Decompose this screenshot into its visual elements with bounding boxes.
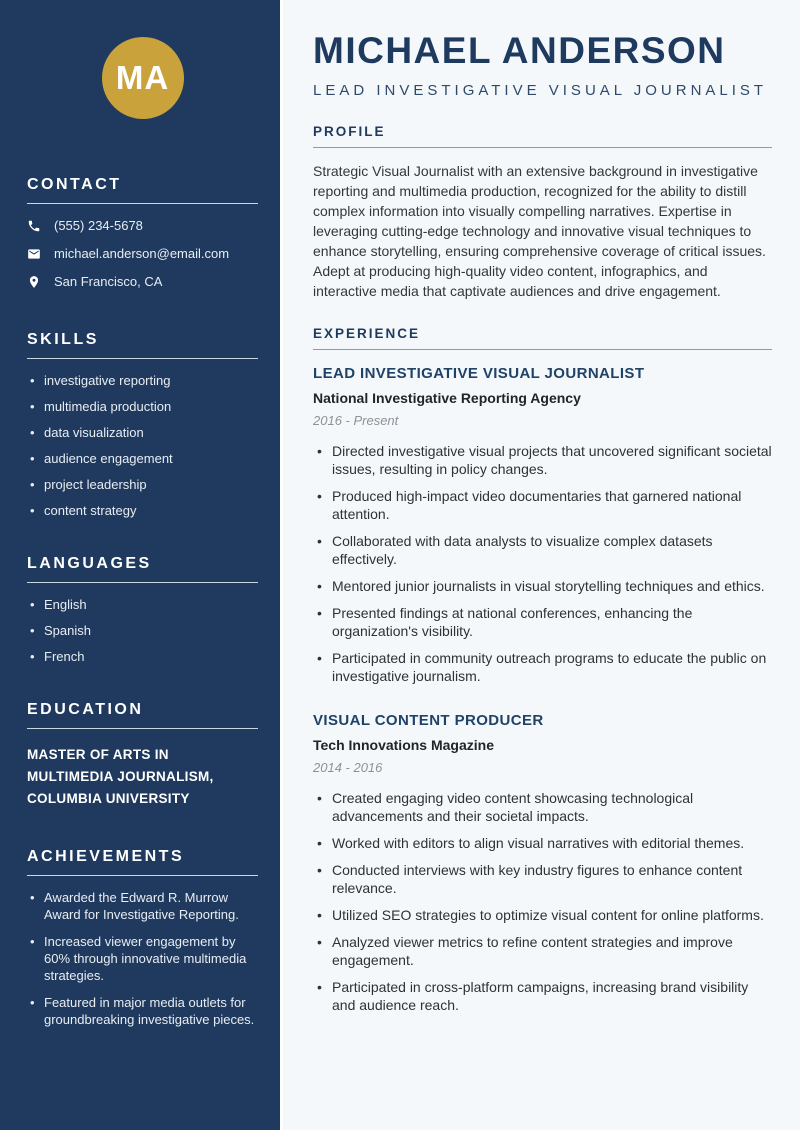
list-item: • Analyzed viewer metrics to refine content strategies and improve engagement. [313, 933, 772, 969]
contact-row-location [27, 274, 258, 289]
list-item: • Created engaging video content showcasing technological advancements and their societal impacts. [313, 789, 772, 825]
contact-email-text: michael.anderson@email.com [54, 246, 230, 261]
resume-main [280, 0, 800, 1130]
list-item: • Collaborated with data analysts to visualize complex datasets effectively. [313, 532, 772, 568]
list-item: • Produced high-impact video documentaries that garnered national attention. [313, 487, 772, 523]
list-item: • Presented findings at national conferences, enhancing the organization's visibility. [313, 604, 772, 640]
divider [27, 582, 258, 583]
contact-section [27, 176, 258, 289]
education-degree: MASTER OF ARTS IN MULTIMEDIA JOURNALISM, COLUMBIA UNIVERSITY [27, 747, 214, 806]
header-job-title: LEAD INVESTIGATIVE VISUAL JOURNALIST [313, 82, 768, 99]
languages-section [27, 555, 258, 665]
job-company: Tech Innovations Magazine [313, 737, 494, 753]
job-bullets [313, 789, 772, 1014]
avatar [102, 37, 184, 119]
job-entry [313, 712, 772, 1014]
list-item: • Directed investigative visual projects that uncovered significant societal issues, resulting in policy changes. [313, 442, 772, 478]
sidebar [0, 0, 280, 1130]
mail-icon [27, 247, 41, 261]
education-heading: EDUCATION [27, 701, 144, 718]
divider [313, 147, 772, 148]
list-item: • Featured in major media outlets for groundbreaking investigative pieces. [27, 994, 258, 1028]
profile-heading: PROFILE [313, 124, 386, 139]
achievements-section [27, 848, 258, 1028]
job-entry [313, 365, 772, 685]
profile-text: Strategic Visual Journalist with an extensive background in investigative reporting and multimedia production, recognized for the ability to distill complex information into visually compelling narratives. Expertise in leveraging cutting-edge technology and innovative visual techniques to enhance storytelling, ensuring comprehensive coverage of critical issues. Adept at producing high-quality video content, infographics, and interactive media that captivate audiences and drive engagement. [313, 163, 766, 299]
divider [27, 203, 258, 204]
achievements-heading: ACHIEVEMENTS [27, 848, 185, 865]
job-title: LEAD INVESTIGATIVE VISUAL JOURNALIST [313, 365, 645, 382]
list-item: • Participated in cross-platform campaigns, increasing brand visibility and audience reach. [313, 978, 772, 1014]
education-section [27, 701, 258, 810]
contact-location-text: San Francisco, CA [54, 274, 163, 289]
list-item: • project leadership [27, 476, 258, 493]
list-item: • Utilized SEO strategies to optimize visual content for online platforms. [313, 906, 772, 924]
list-item: • French [27, 648, 258, 665]
list-item: • Increased viewer engagement by 60% through innovative multimedia strategies. [27, 933, 258, 984]
list-item: • Participated in community outreach programs to educate the public on investigative journalism. [313, 649, 772, 685]
list-item: • Mentored junior journalists in visual storytelling techniques and ethics. [313, 577, 772, 595]
skills-section [27, 331, 258, 519]
contact-heading: CONTACT [27, 176, 122, 193]
avatar-initials: MA [115, 59, 170, 96]
list-item: • English [27, 596, 258, 613]
skills-heading: SKILLS [27, 331, 99, 348]
page-title: MICHAEL ANDERSON [313, 30, 726, 71]
list-item: • Worked with editors to align visual narratives with editorial themes. [313, 834, 772, 852]
experience-heading: EXPERIENCE [313, 326, 421, 341]
divider [27, 358, 258, 359]
contact-rows [27, 218, 258, 289]
achievements-list [27, 889, 258, 1028]
job-title: VISUAL CONTENT PRODUCER [313, 712, 544, 729]
list-item: • Conducted interviews with key industry figures to enhance content relevance. [313, 861, 772, 897]
phone-icon [27, 219, 41, 233]
job-bullets [313, 442, 772, 685]
languages-list [27, 596, 258, 665]
contact-row-phone [27, 218, 258, 233]
divider [313, 349, 772, 350]
languages-heading: LANGUAGES [27, 555, 152, 572]
list-item: • multimedia production [27, 398, 258, 415]
list-item: • Spanish [27, 622, 258, 639]
list-item: • investigative reporting [27, 372, 258, 389]
list-item: • audience engagement [27, 450, 258, 467]
job-dates: 2016 - Present [313, 413, 399, 428]
experience-section [313, 326, 772, 1014]
skills-list [27, 372, 258, 519]
list-item: • Awarded the Edward R. Murrow Award for Investigative Reporting. [27, 889, 258, 923]
list-item: • data visualization [27, 424, 258, 441]
job-company: National Investigative Reporting Agency [313, 390, 581, 406]
profile-section [313, 124, 772, 301]
location-pin-icon [27, 275, 41, 289]
list-item: • content strategy [27, 502, 258, 519]
contact-row-email [27, 246, 258, 261]
job-dates: 2014 - 2016 [313, 760, 383, 775]
divider [27, 875, 258, 876]
divider [27, 728, 258, 729]
contact-phone-text: (555) 234-5678 [54, 218, 143, 233]
